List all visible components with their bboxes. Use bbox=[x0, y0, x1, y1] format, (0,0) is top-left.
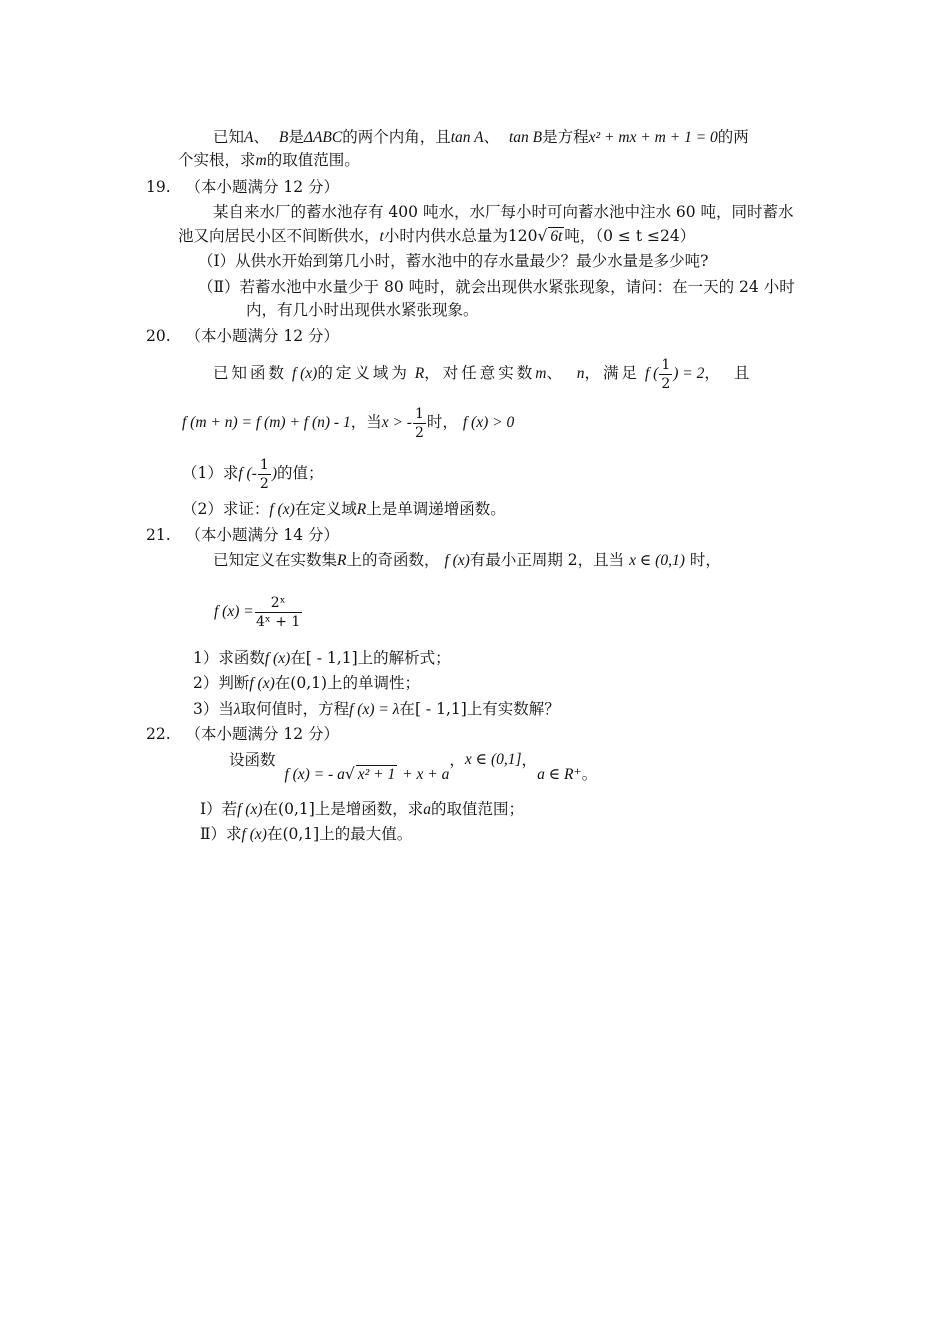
math: a bbox=[423, 801, 432, 818]
text: （1）求 bbox=[182, 464, 239, 482]
math: f (x) = bbox=[214, 603, 254, 620]
math: x² + 1 bbox=[357, 766, 396, 783]
intro-line-1 bbox=[213, 126, 749, 149]
q19-item-1: （Ⅰ）从供水开始到第几小时，蓄水池中的存水量最少？最少水量是多少吨? bbox=[198, 252, 709, 270]
math: R bbox=[356, 501, 367, 518]
math: ) = 2 bbox=[673, 365, 705, 382]
q22-sub-1 bbox=[200, 798, 524, 821]
math: tan A bbox=[450, 129, 484, 146]
math: x² + mx + m + 1 = 0 bbox=[588, 129, 718, 146]
text: 是方程 bbox=[542, 128, 589, 146]
math: f (x) bbox=[241, 826, 267, 843]
numerator: 1 bbox=[259, 456, 269, 473]
q21-sub-2 bbox=[193, 672, 420, 695]
text: 已知 bbox=[213, 128, 245, 146]
q22-sub-2 bbox=[200, 823, 412, 846]
question-number: 19. bbox=[146, 178, 171, 196]
math: ΔABC bbox=[303, 129, 343, 146]
text: 已知定义在实数集 bbox=[213, 551, 338, 569]
text: 的两 bbox=[717, 128, 749, 146]
denominator: 4ˣ + 1 bbox=[255, 613, 301, 630]
math: λ bbox=[233, 701, 241, 718]
text: 上有实数解？ bbox=[466, 700, 560, 718]
math: f (x) bbox=[264, 650, 291, 667]
text: 的值； bbox=[276, 464, 324, 482]
q21-sub-1 bbox=[193, 647, 451, 670]
text: 上的单调性； bbox=[327, 674, 421, 692]
math: [ - 1,1] bbox=[414, 700, 467, 718]
q20-sub-2 bbox=[182, 498, 506, 521]
math: [ - 1,1] bbox=[305, 649, 358, 667]
text: Ⅰ）若 bbox=[200, 800, 238, 818]
text: 、 bbox=[546, 364, 562, 382]
text: 取何值时，方程 bbox=[240, 700, 350, 718]
text: 是 bbox=[288, 128, 304, 146]
text: 3）当 bbox=[193, 700, 234, 718]
numerator: 2ˣ bbox=[255, 594, 302, 613]
math: f (x) = λ bbox=[349, 701, 400, 718]
text: 、 bbox=[483, 128, 500, 146]
text: 的取值范围； bbox=[431, 800, 525, 818]
q21-formula bbox=[214, 588, 303, 634]
numerator: 1 bbox=[414, 405, 424, 422]
text: ，且 bbox=[704, 364, 764, 382]
text: 上的解析式； bbox=[357, 649, 451, 667]
text: 在 bbox=[266, 825, 283, 843]
question-number: 20. bbox=[146, 327, 171, 345]
text: 有最小正周期 2，且当 bbox=[469, 551, 625, 569]
text: 上的最大值。 bbox=[319, 825, 413, 843]
text: ， bbox=[521, 751, 538, 769]
math: (0,1] bbox=[282, 825, 320, 843]
q19-line-1: 某自来水厂的蓄水池存有 400 吨水，水厂每小时可向蓄水池中注水 60 吨，同时蓄水 bbox=[213, 203, 794, 221]
math: f (- bbox=[238, 465, 257, 482]
math: f (x) bbox=[269, 501, 295, 518]
math: f ( bbox=[644, 365, 659, 382]
q21-line-1 bbox=[213, 549, 721, 572]
math: + x + a bbox=[402, 766, 450, 783]
math: n bbox=[576, 365, 585, 382]
q22-formula bbox=[284, 763, 449, 786]
math: m bbox=[255, 152, 267, 169]
math: t bbox=[379, 228, 384, 245]
math: a ∈ R⁺ bbox=[537, 766, 582, 783]
fraction bbox=[255, 594, 302, 631]
q20-header bbox=[146, 325, 339, 347]
math: f (x) = - a bbox=[284, 766, 345, 783]
text: 池又向居民小区不间断供水， bbox=[178, 227, 380, 245]
math: 120 bbox=[507, 227, 538, 245]
q22-line-1 bbox=[229, 749, 597, 785]
text: 时， bbox=[689, 551, 721, 569]
text: 上是单调递增函数。 bbox=[366, 500, 506, 518]
q20-line-2 bbox=[182, 401, 514, 443]
text: ，满足 bbox=[584, 364, 641, 382]
text: 在 bbox=[274, 674, 291, 692]
math: A bbox=[244, 129, 254, 146]
sqrt-symbol: √ bbox=[344, 765, 355, 783]
text: （2）求证： bbox=[182, 500, 270, 518]
q21-header bbox=[146, 524, 339, 546]
math: (0,1] bbox=[278, 800, 315, 818]
q19-header bbox=[146, 176, 339, 198]
q19-line-2 bbox=[178, 225, 695, 248]
fraction bbox=[258, 456, 271, 493]
text: 1）求函数 bbox=[193, 649, 265, 667]
q21-sub-3 bbox=[193, 698, 560, 721]
q19-item-2-cont: 内，有几小时出现供水紧张现象。 bbox=[246, 301, 479, 319]
q20-sub-1 bbox=[182, 452, 324, 494]
math: f (x) bbox=[237, 801, 263, 818]
text: ，当 bbox=[350, 413, 382, 431]
sqrt-symbol: √ bbox=[537, 227, 548, 245]
fraction bbox=[659, 356, 672, 393]
math: tan B bbox=[508, 129, 543, 146]
text: ，对任意实数 bbox=[424, 364, 536, 382]
text: 吨，（0 ≤ t ≤24） bbox=[564, 227, 696, 245]
text: 的定义域为 bbox=[317, 364, 410, 382]
fraction bbox=[413, 405, 426, 442]
q22-header bbox=[146, 723, 339, 745]
text: 。 bbox=[581, 765, 598, 783]
question-number: 21. bbox=[146, 526, 171, 544]
text: 小时内供水总量为 bbox=[383, 227, 508, 245]
math: f (x) bbox=[291, 365, 318, 382]
denominator: 2 bbox=[414, 424, 424, 441]
text: 在定义域 bbox=[294, 500, 357, 518]
text: Ⅱ）求 bbox=[200, 825, 242, 843]
math: x > - bbox=[381, 414, 412, 431]
text: 2）判断 bbox=[193, 674, 250, 692]
text: 上的奇函数， bbox=[346, 551, 440, 569]
math: f (x) > 0 bbox=[462, 414, 515, 431]
text: 已知函数 bbox=[213, 364, 288, 382]
math: f (x) bbox=[444, 552, 470, 569]
q20-line-1 bbox=[213, 352, 763, 394]
text: 在 bbox=[262, 800, 279, 818]
math: B bbox=[278, 129, 289, 146]
score-note: （本小题满分 12 分） bbox=[185, 725, 340, 743]
denominator: 2 bbox=[259, 475, 269, 492]
q19-item-2: （Ⅱ）若蓄水池中水量少于 80 吨时，就会出现供水紧张现象，请问：在一天的 24 小时 bbox=[198, 278, 795, 296]
text: 上是增函数，求 bbox=[314, 800, 424, 818]
math: f (x) bbox=[249, 675, 275, 692]
score-note: （本小题满分 14 分） bbox=[185, 526, 340, 544]
math: 6t bbox=[550, 228, 563, 245]
math: m bbox=[535, 365, 547, 382]
text: 、 bbox=[253, 128, 269, 146]
score-note: （本小题满分 12 分） bbox=[185, 178, 340, 196]
text: ， bbox=[449, 751, 465, 769]
q22-domain bbox=[537, 763, 597, 786]
intro-line-2 bbox=[178, 149, 360, 172]
math: (0,1) bbox=[290, 674, 328, 692]
text: 设函数 bbox=[229, 751, 276, 769]
denominator: 2 bbox=[661, 375, 671, 392]
score-note: （本小题满分 12 分） bbox=[185, 327, 340, 345]
math: R bbox=[414, 365, 425, 382]
text: 的两个内角，且 bbox=[342, 128, 451, 146]
math: f (m + n) = f (m) + f (n) - 1 bbox=[182, 414, 351, 431]
math: R bbox=[337, 552, 347, 569]
numerator: 1 bbox=[661, 356, 671, 373]
text: 个实根，求 bbox=[178, 151, 256, 169]
math: x ∈ (0,1) bbox=[629, 552, 685, 569]
text: 在 bbox=[399, 700, 415, 718]
math: ) bbox=[271, 465, 277, 482]
text: 在 bbox=[290, 649, 306, 667]
math: x ∈ (0,1] bbox=[464, 751, 522, 768]
text: 的取值范围。 bbox=[266, 151, 360, 169]
question-number: 22. bbox=[146, 725, 171, 743]
text: 时， bbox=[426, 413, 458, 431]
